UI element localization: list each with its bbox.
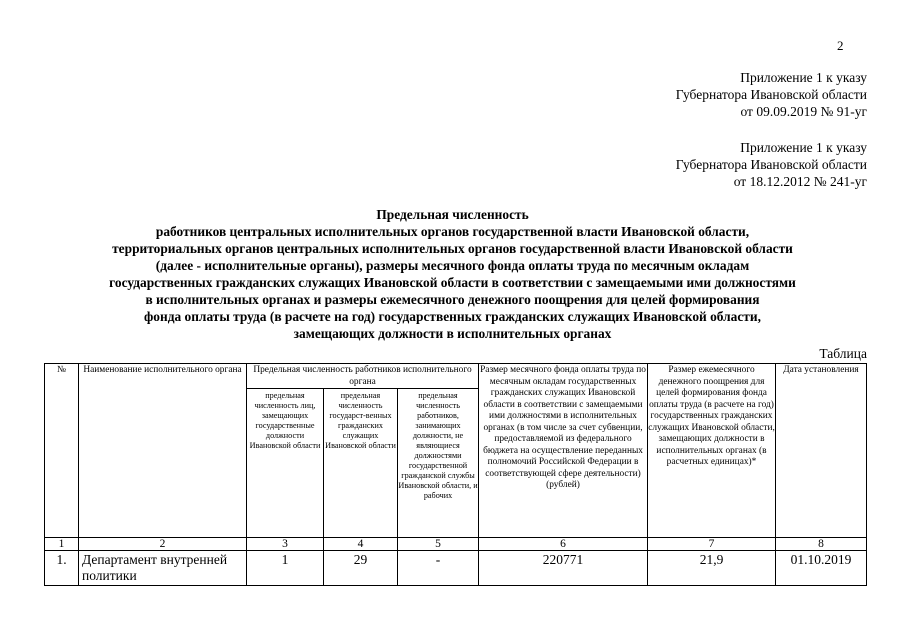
header-workers: предельная численность работников, занимающих должности, не являющиеся должностями государственной гражданской службы Ивановской области, и рабочих	[398, 389, 479, 538]
row-bonus: 21,9	[648, 551, 776, 586]
title-line: в исполнительных органах и размеры ежемесячного денежного поощрения для целей формирования	[145, 292, 760, 307]
header-date: Дата установления	[776, 364, 867, 538]
header-org-name: Наименование исполнительного органа	[79, 364, 247, 538]
page-number: 2	[837, 38, 844, 53]
appendix-line: Губернатора Ивановской области	[675, 157, 867, 172]
header-limit-group: Предельная численность работников исполнительного органа	[247, 364, 479, 389]
table-row	[45, 551, 867, 586]
title-line: фонда оплаты труда (в расчете на год) государственных гражданских служащих Ивановской области,	[144, 309, 761, 324]
appendix-current	[676, 69, 867, 120]
header-num: №	[45, 364, 79, 538]
appendix-line: от 18.12.2012 № 241-уг	[733, 174, 867, 189]
title-line: замещающих должности в исполнительных органах	[293, 326, 612, 341]
column-number: 8	[776, 538, 867, 551]
row-org-name: Департамент внутренней политики	[79, 551, 247, 586]
appendix-line: Губернатора Ивановской области	[675, 87, 867, 102]
limits-table	[44, 363, 867, 586]
row-gov-positions: 1	[247, 551, 324, 586]
header-monthly-bonus: Размер ежемесячного денежного поощрения для целей формирования фонда оплаты труда (в расчете на год) государственных гражданских служащих Ивановской области, замещающих должности в исполнительных органах (в расчетных единицах)*	[648, 364, 776, 538]
column-number: 5	[398, 538, 479, 551]
title-line: работников центральных исполнительных органов государственной власти Ивановской области,	[155, 224, 750, 239]
column-number: 7	[648, 538, 776, 551]
title-line: государственных гражданских служащих Ивановской области в соответствии с замещаемыми ими должностями	[109, 275, 796, 290]
row-num: 1.	[45, 551, 79, 586]
appendix-line: от 09.09.2019 № 91-уг	[740, 104, 867, 119]
column-number: 3	[247, 538, 324, 551]
row-civil-servants: 29	[324, 551, 398, 586]
header-monthly-fund: Размер месячного фонда оплаты труда по месячным окладам государственных гражданских служащих Ивановской области в соответствии с замещаемыми ими должностями в исполнительных органах (в том числе за счет субвенции, предоставляемой из федерального бюджета на осуществление переданных полномочий Российской Федерации в соответствующей сфере деятельности) (рублей)	[479, 364, 648, 538]
column-number: 2	[79, 538, 247, 551]
appendix-original	[676, 139, 867, 190]
column-number: 1	[45, 538, 79, 551]
title-line: Предельная численность	[376, 207, 529, 222]
row-date: 01.10.2019	[776, 551, 867, 586]
appendix-line: Приложение 1 к указу	[740, 70, 867, 85]
title-line: территориальных органов центральных исполнительных органов государственной власти Ивановской области	[112, 241, 793, 256]
column-number: 6	[479, 538, 648, 551]
title-line: (далее - исполнительные органы), размеры месячного фонда оплаты труда по месячным окладам	[155, 258, 750, 273]
document-title	[40, 206, 865, 342]
header-gov-positions: предельная численность лиц, замещающих государственные должности Ивановской области	[247, 389, 324, 538]
row-monthly-fund: 220771	[479, 551, 648, 586]
row-workers: -	[398, 551, 479, 586]
column-number: 4	[324, 538, 398, 551]
column-numbers-row	[45, 538, 867, 551]
header-civil-servants: предельная численность государст-венных гражданских служащих Ивановской области	[324, 389, 398, 538]
table-label: Таблица	[819, 346, 867, 361]
appendix-line: Приложение 1 к указу	[740, 140, 867, 155]
